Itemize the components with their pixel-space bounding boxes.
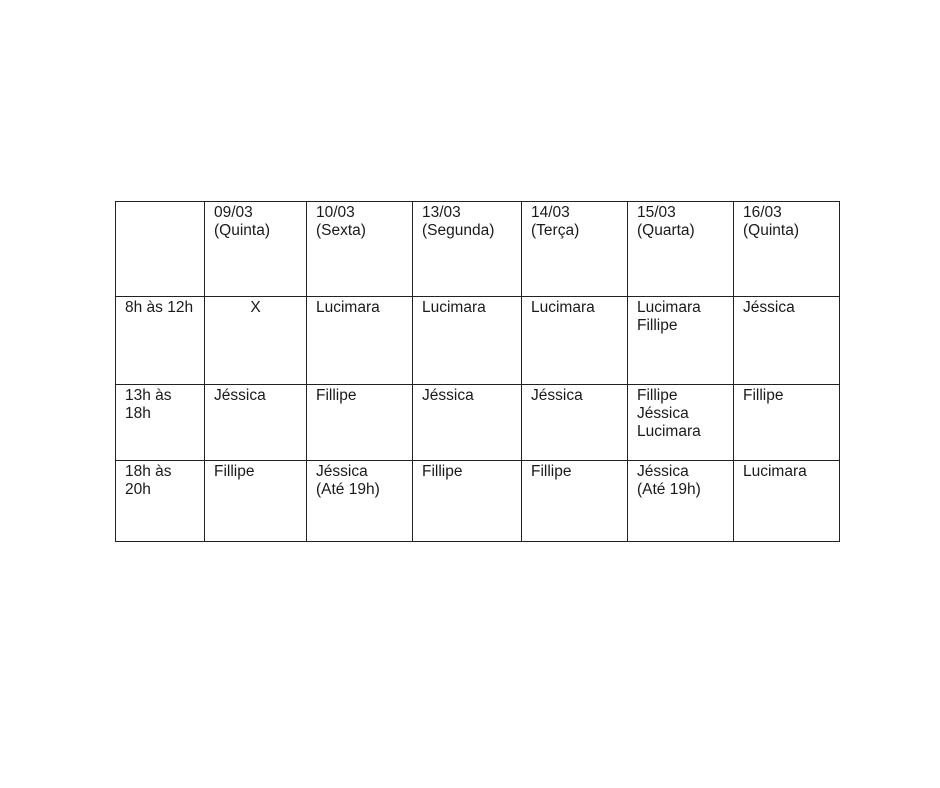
schedule-cell: Jéssica (Até 19h): [628, 461, 734, 542]
header-row: [116, 202, 840, 297]
schedule-table: [115, 201, 840, 542]
schedule-cell: Lucimara: [734, 461, 840, 542]
table-row: [116, 461, 840, 542]
schedule-cell: Lucimara Fillipe: [628, 297, 734, 385]
schedule-cell: Lucimara: [522, 297, 628, 385]
date-header: 15/03 (Quarta): [628, 202, 734, 297]
table-row: [116, 385, 840, 461]
schedule-cell: X: [205, 297, 307, 385]
date-header: 10/03 (Sexta): [307, 202, 413, 297]
schedule-cell: Jéssica (Até 19h): [307, 461, 413, 542]
schedule-cell: Jéssica: [734, 297, 840, 385]
schedule-cell: Lucimara: [413, 297, 522, 385]
schedule-cell: Fillipe: [734, 385, 840, 461]
corner-cell: [116, 202, 205, 297]
schedule-cell: Jéssica: [522, 385, 628, 461]
date-header: 14/03 (Terça): [522, 202, 628, 297]
date-header: 16/03 (Quinta): [734, 202, 840, 297]
schedule-cell: Fillipe: [205, 461, 307, 542]
schedule-cell: Lucimara: [307, 297, 413, 385]
schedule-cell: Jéssica: [413, 385, 522, 461]
table-row: [116, 297, 840, 385]
time-slot-cell: 18h às 20h: [116, 461, 205, 542]
date-header: 09/03 (Quinta): [205, 202, 307, 297]
schedule-cell: Jéssica: [205, 385, 307, 461]
time-slot-cell: 8h às 12h: [116, 297, 205, 385]
schedule-cell: Fillipe: [413, 461, 522, 542]
time-slot-cell: 13h às 18h: [116, 385, 205, 461]
schedule-cell: Fillipe: [522, 461, 628, 542]
date-header: 13/03 (Segunda): [413, 202, 522, 297]
schedule-cell: Fillipe: [307, 385, 413, 461]
schedule-cell: Fillipe Jéssica Lucimara: [628, 385, 734, 461]
